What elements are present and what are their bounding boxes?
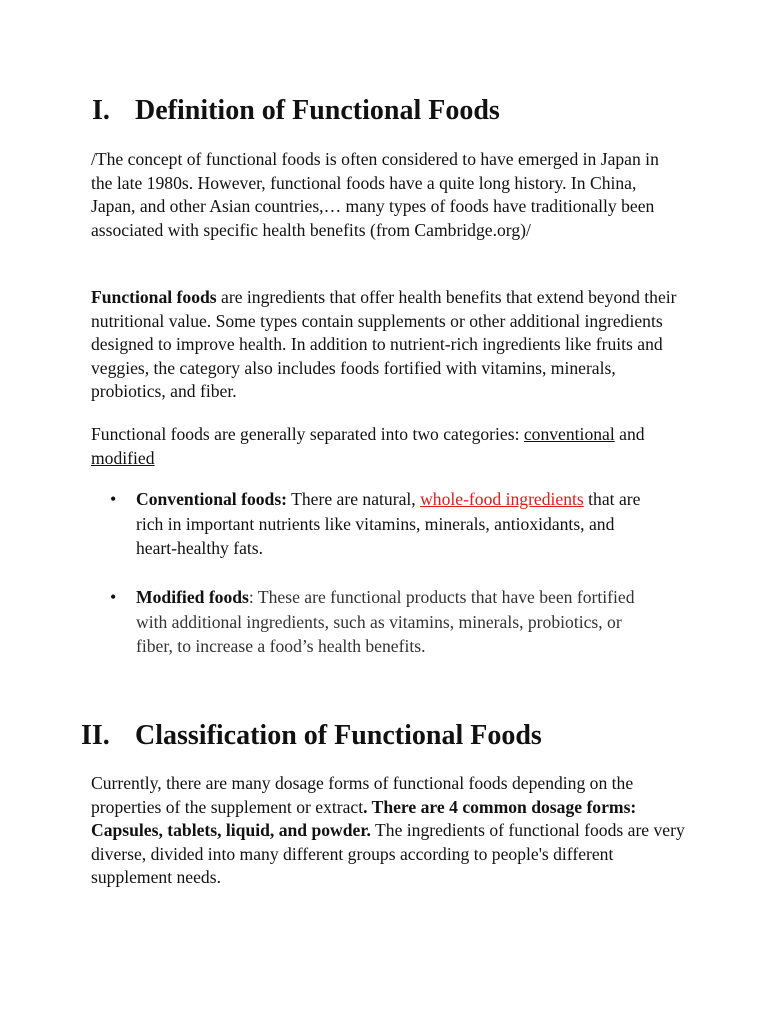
modified-link[interactable]: modified <box>91 447 155 468</box>
section-1-title: Definition of Functional Foods <box>135 95 500 126</box>
bullet-dot-icon: • <box>110 489 117 509</box>
intro-paragraph: /The concept of functional foods is often considered to have emerged in Japan in the late 1980s. However, functional foods have a quite long history. In China, Japan, and other Asian countries,… many types of foods have traditionally been associated with specific health benefits (from Cambridge.org)/ <box>91 149 659 240</box>
conventional-link[interactable]: conventional <box>523 424 615 444</box>
bullet-2-text: : These are functional products that have been fortified with additional ingredients, such as vitamins, minerals, probiotics, or fiber, to increase a food’s health benefits. <box>136 587 635 656</box>
classification-text-end: The ingredients of functional foods are very diverse, divided into many different groups according to people's different supplement needs. <box>91 820 685 888</box>
classification-bold-text: . There are 4 common dosage forms: Capsules, tablets, liquid, and powder. <box>91 796 637 841</box>
bullet-conventional-foods <box>110 487 656 561</box>
bullet-1-text-before: There are natural, <box>287 489 421 509</box>
classification-paragraph <box>91 772 691 890</box>
bullet-dot-icon: • <box>110 587 117 607</box>
section-1-heading <box>92 94 500 128</box>
section-1-number: I. <box>92 95 110 126</box>
section-2-heading <box>81 719 542 753</box>
bullet-1-term: Conventional foods: <box>136 489 288 509</box>
section-2-title: Classification of Functional Foods <box>135 720 542 751</box>
bullet-2-term: Modified foods <box>136 587 249 607</box>
definition-term: Functional foods <box>91 287 217 307</box>
classification-text-start: Currently, there are many dosage forms of functional foods depending on the properties of the supplement or extract <box>91 773 634 817</box>
definition-text: are ingredients that offer health benefits that extend beyond their nutritional value. Some types contain supplements or other additional ingredients designed to improve health. In addition to nutrient-rich ingredients like fruits and veggies, the category also includes foods fortified with vitamins, minerals, probiotics, and fiber. <box>91 287 677 402</box>
categories-and: and <box>614 424 645 444</box>
section-2-number: II. <box>81 720 110 751</box>
bullet-1-text-after: that are rich in important nutrients like vitamins, minerals, antioxidants, and heart-healthy fats. <box>136 489 641 558</box>
definition-paragraph <box>91 286 681 404</box>
categories-paragraph <box>91 423 681 470</box>
whole-food-ingredients-link[interactable]: whole-food ingredients <box>420 489 584 509</box>
categories-text: Functional foods are generally separated into two categories: <box>91 424 524 444</box>
bullet-modified-foods <box>110 585 656 659</box>
